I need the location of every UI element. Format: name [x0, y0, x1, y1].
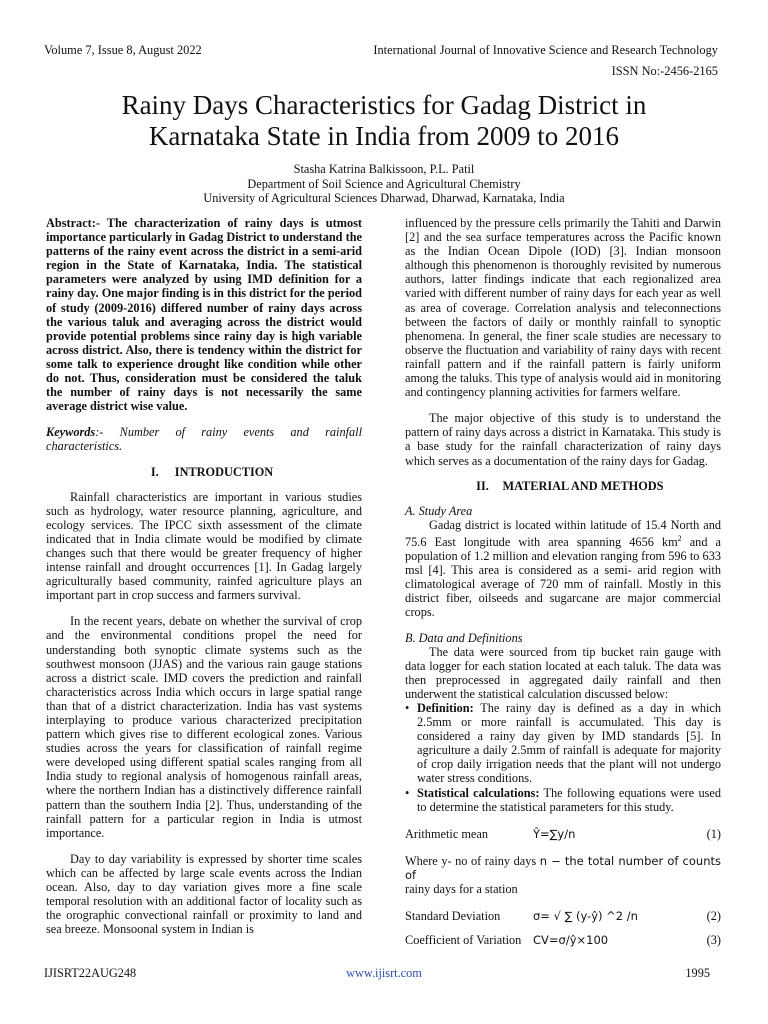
- author-department: Department of Soil Science and Agricultural Chemistry: [247, 176, 521, 191]
- bullet-label: Statistical calculations:: [417, 785, 540, 800]
- section-title: INTRODUCTION: [174, 464, 274, 479]
- section-number: II.: [476, 478, 489, 493]
- equation-row: [405, 827, 721, 841]
- journal-volume: Volume 7, Issue 8, August 2022: [44, 43, 202, 57]
- issn: ISSN No:-2456-2165: [611, 64, 718, 78]
- subsection-study-area: A. Study Area: [405, 503, 473, 518]
- equation-number: (3): [706, 933, 721, 948]
- intro-paragraph-5: The major objective of this study is to understand the pattern of rainy days across a district in Karnataka. This study is a base study for the rainfall characterization of rainy days which serves as a documentation of the rainy days for Gadag.: [405, 411, 721, 468]
- journal-name: International Journal of Innovative Science and Research Technology: [373, 43, 718, 57]
- bullet-text: The rainy day is defined as a day in which 2.5mm or more rainfall is accumulated. This day is considered a rainy day given by IMD standards [5]. In agriculture a daily 2.5mm of rainfall is adequate for majority of crop daily irrigation needs that the plant will not undergo water stress conditions.: [417, 701, 721, 786]
- subsection-data-definitions: B. Data and Definitions: [405, 630, 523, 645]
- journal-url-link[interactable]: www.ijisrt.com: [346, 966, 422, 980]
- equation-formula: σ= √ ∑ (y-ŷ) ^2 /n: [533, 909, 638, 924]
- page-number: 1995: [685, 966, 710, 980]
- bullet-list: [405, 701, 721, 814]
- equation-number: (1): [706, 826, 721, 841]
- where-text: [405, 854, 721, 896]
- keywords-label: Keywords: [46, 425, 96, 440]
- author-university: University of Agricultural Sciences Dharwad, Dharwad, Karnataka, India: [203, 191, 565, 205]
- abstract: Abstract:- The characterization of rainy days is utmost importance particularly in Gadag District to understand the patterns of the rainy event across the district in a semi-arid region in the State of Karnataka, India. The statistical parameters were analyzed by using IMD definition for a rainy day. One major finding is in this district for the period of study (2009-2016) differed number of rainy days across the various taluk and averaging across the district would provide potential problems since rainy day is high variable across district. Also, there is tendency within the district for some talk to experience drought like condition while other do not. Thus, consideration must be considered the taluk the number of rainy days is not necessarily the same average district wise value.: [46, 216, 362, 414]
- list-item: [405, 786, 721, 814]
- title-line-1: Rainy Days Characteristics for Gadag District in: [121, 90, 647, 120]
- section-heading-introduction: [46, 465, 362, 479]
- intro-paragraph-4: influenced by the pressure cells primarily the Tahiti and Darwin [2] and the sea surface temperatures across the Pacific known as the Indian Ocean Dipole (IOD) [3]. Indian monsoon although this phenomenon is thoroughly revisited by numerous authors, latter findings indicate that each regionalized area varied with different number of rainy days for each year as well as area of coverage. Correlation analysis and teleconnections between the factors of daily or monthly rainfall to synoptic phenomena. In general, the finer scale studies are necessary to observe the fluctuation and variability of rainy days with recent rainfall pattern and if the rainfall pattern is fairly uniform among the taluks. This type of analysis would aid in monitoring and contingency planning activities for farmers welfare.: [405, 216, 721, 400]
- study-area-text: Gadag district is located within latitude of 15.4 North and 75.6 East longitude with area spanning 4656 km: [405, 517, 721, 549]
- equation-row: [405, 933, 721, 947]
- section-number: I.: [150, 464, 159, 479]
- bullet-label: Definition:: [417, 701, 474, 715]
- study-area-text-cont: and a population of 1.2 million and elevation ranging from 596 to 633 msl [4]. This area is considered as a semi- arid region with climatological average of 720 mm of rainfall. Mostly in this district fiber, oilseeds and sugarcane are major commercial crops.: [405, 534, 721, 620]
- author-names: Stasha Katrina Balkissoon, P.L. Patil: [293, 162, 475, 176]
- where-text-b: n − the total number of counts of: [405, 853, 721, 882]
- superscript: 2: [677, 533, 682, 543]
- section-title: MATERIAL AND METHODS: [502, 478, 664, 493]
- study-area-paragraph: [405, 518, 721, 620]
- equation-label: Arithmetic mean: [405, 826, 488, 841]
- equation-row: [405, 909, 721, 923]
- section-heading-methods: [405, 479, 721, 493]
- intro-paragraph-2: In the recent years, debate on whether the survival of crop and the environmental conditions propel the need for understanding both synoptic climate systems such as the southwest monsoon (JJAS) and the various rain gauge stations across a district scale. IMD covers the prediction and rainfall characteristics across India which occurs in large spatial range than that of a district characterization. India has vast systems interplaying to produce various characterized precipitation pattern which gives rise to different ecological zones. Various studies across the years for classification of rainfall regime were developed using different spatial scales ranging from all India study to regional analysis of homogenous rainfall areas, where the northern Indian has a distinctively difference rainfall pattern than the southern India [2]. Thus, understanding of the rainfall pattern for a particular region in India is utmost importance.: [46, 614, 362, 840]
- data-paragraph: The data were sourced from tip bucket rain gauge with data logger for each station located at each taluk. The data was then preprocessed in aggregated daily rainfall and then underwent the statistical calculation discussed below:: [405, 644, 721, 701]
- where-text-a: Where y- no of rainy days: [405, 853, 540, 868]
- intro-paragraph-3: Day to day variability is expressed by shorter time scales which can be affected by large scale events across the Indian ocean. Also, day to day variation gives more a fine scale temporal resolution with an additional factor of locality such as the orographic convectional rainfall or proximity to land and sea breeze. Monsoonal system in Indian is: [46, 851, 362, 937]
- keywords-text: :- Number of rainy events and rainfall characteristics.: [46, 425, 362, 454]
- title-line-2: Karnataka State in India from 2009 to 2016: [148, 121, 620, 151]
- paper-id: IJISRT22AUG248: [44, 966, 137, 980]
- equation-formula: CV=σ/ŷ×100: [533, 933, 609, 948]
- left-column: [46, 216, 362, 936]
- equation-label: Standard Deviation: [405, 909, 501, 924]
- bullet-text: The following equations were used to determine the statistical parameters for this study.: [417, 785, 721, 814]
- keywords: [46, 425, 362, 453]
- equation-label: Coefficient of Variation: [405, 933, 522, 948]
- paper-title: [40, 90, 728, 152]
- intro-paragraph-1: Rainfall characteristics are important in various studies such as hydrology, water resource planning, agriculture, and ecology services. The IPCC sixth assessment of the climate indicated that in India climate would be modified by climate changes such that there would be greater frequency of higher intense rainfall and drought occurrences [1]. In Gadag largely agriculturally based community, rainfed agriculture plays an important part in crop success and farmers survival.: [46, 489, 362, 603]
- author-block: [40, 162, 728, 206]
- equation-number: (2): [706, 909, 721, 924]
- list-item: [405, 701, 721, 786]
- where-text-c: rainy days for a station: [405, 882, 518, 897]
- right-column: [405, 216, 721, 947]
- equation-formula: Ŷ=∑y/n: [533, 826, 576, 841]
